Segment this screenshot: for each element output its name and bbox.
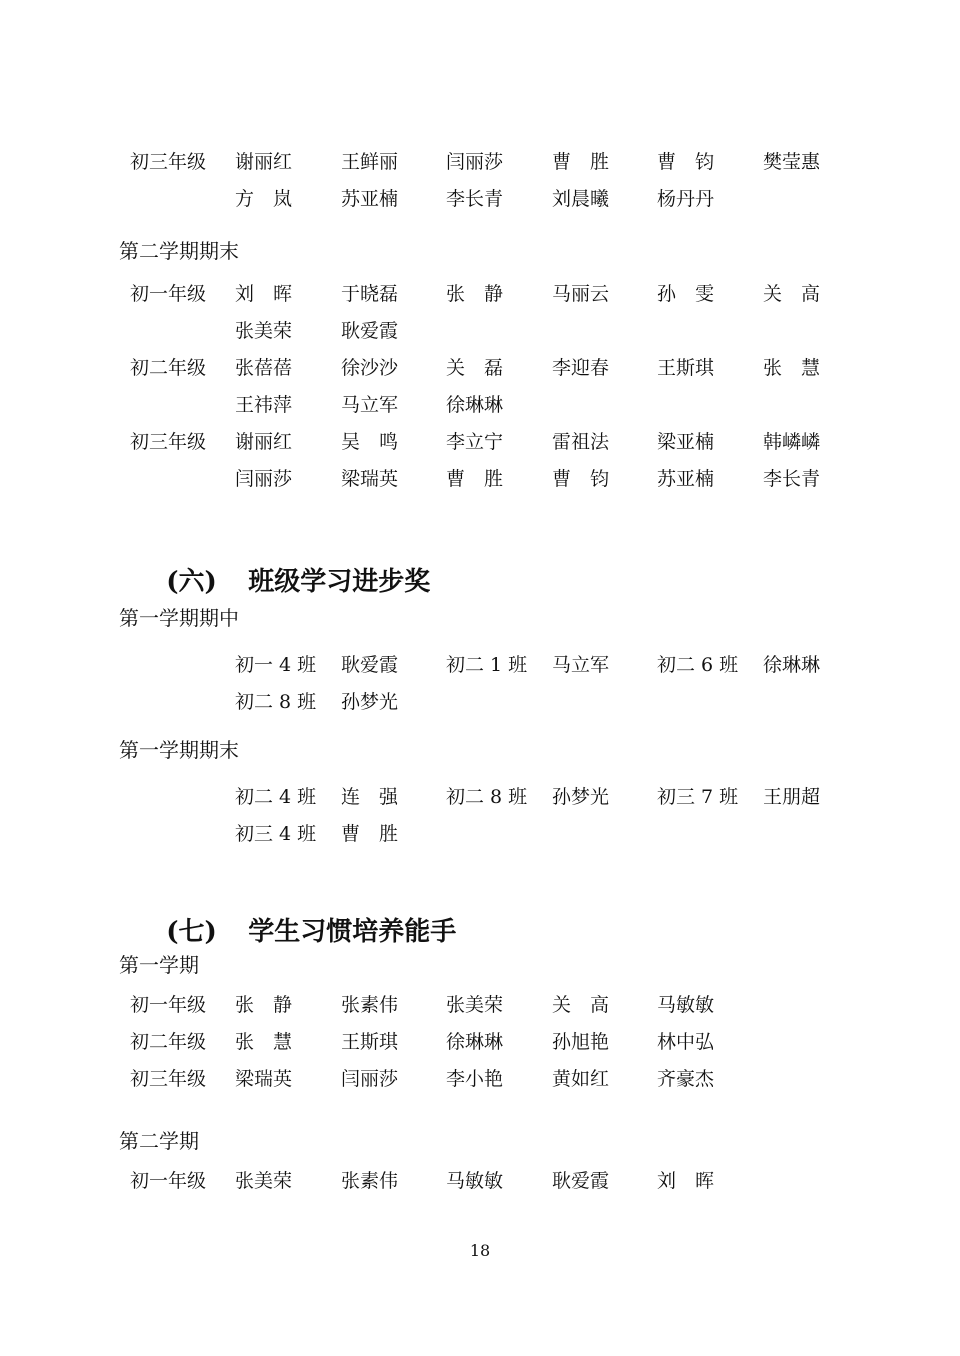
name-cell: 于晓磊 — [341, 283, 399, 305]
name-cell: 张 静 — [446, 283, 504, 305]
name-cell: 曹 胜 — [341, 823, 399, 845]
name-cell: 张 慧 — [235, 1031, 293, 1053]
name-cell: 张美荣 — [235, 320, 293, 342]
name-cell: 徐沙沙 — [341, 357, 399, 379]
name-cell: 闫丽莎 — [341, 1068, 399, 1090]
grade-cell: 初三年级 — [130, 151, 207, 173]
name-cell: 王斯琪 — [657, 357, 715, 379]
name-cell: 苏亚楠 — [657, 468, 715, 490]
grade-cell: 初二年级 — [130, 357, 207, 379]
table-row — [0, 147, 960, 177]
name-cell: 韩嶙嶙 — [763, 431, 821, 453]
class-cell: 初二 1 班 — [446, 654, 528, 676]
section-title-text: 班级学习进步奖 — [248, 567, 431, 597]
name-cell: 苏亚楠 — [341, 188, 399, 210]
table-row — [0, 819, 960, 849]
class-cell: 初三 7 班 — [657, 786, 739, 808]
name-cell: 李长青 — [446, 188, 504, 210]
name-cell: 张 静 — [235, 994, 293, 1016]
table-row — [0, 1064, 960, 1094]
name-cell: 王斯琪 — [341, 1031, 399, 1053]
grade-cell: 初二年级 — [130, 1031, 207, 1053]
table-row — [0, 353, 960, 383]
name-cell: 马敏敏 — [657, 994, 715, 1016]
name-cell: 谢丽红 — [235, 431, 293, 453]
name-cell: 徐琳琳 — [446, 394, 504, 416]
class-cell: 初二 8 班 — [446, 786, 528, 808]
name-cell: 张素伟 — [341, 994, 399, 1016]
name-cell: 孙梦光 — [341, 691, 399, 713]
name-cell: 曹 胜 — [552, 151, 610, 173]
section-number: (七) — [166, 917, 217, 947]
table-row — [0, 1027, 960, 1057]
name-cell: 张素伟 — [341, 1170, 399, 1192]
term-heading: 第二学期 — [119, 1129, 199, 1153]
name-cell: 关 磊 — [446, 357, 504, 379]
table-row — [0, 650, 960, 680]
name-cell: 马立军 — [341, 394, 399, 416]
name-cell: 雷祖法 — [552, 431, 610, 453]
table-row — [0, 316, 960, 346]
table-row — [0, 464, 960, 494]
name-cell: 刘 晖 — [235, 283, 293, 305]
name-cell: 刘 晖 — [657, 1170, 715, 1192]
name-cell: 李长青 — [763, 468, 821, 490]
term-heading: 第一学期期中 — [119, 606, 239, 630]
name-cell: 吴 鸣 — [341, 431, 399, 453]
grade-cell: 初一年级 — [130, 1170, 207, 1192]
name-cell: 李迎春 — [552, 357, 610, 379]
name-cell: 闫丽莎 — [446, 151, 504, 173]
name-cell: 王祎萍 — [235, 394, 293, 416]
name-cell: 闫丽莎 — [235, 468, 293, 490]
name-cell: 方 岚 — [235, 188, 293, 210]
table-row — [0, 427, 960, 457]
name-cell: 马敏敏 — [446, 1170, 504, 1192]
name-cell: 张 慧 — [763, 357, 821, 379]
term-heading: 第一学期 — [119, 953, 199, 977]
name-cell: 樊莹惠 — [763, 151, 821, 173]
table-row — [0, 390, 960, 420]
name-cell: 齐豪杰 — [657, 1068, 715, 1090]
table-row — [0, 1166, 960, 1196]
name-cell: 关 高 — [763, 283, 821, 305]
page-number: 18 — [469, 1241, 491, 1260]
name-cell: 谢丽红 — [235, 151, 293, 173]
name-cell: 马丽云 — [552, 283, 610, 305]
class-cell: 初二 8 班 — [235, 691, 317, 713]
name-cell: 黄如红 — [552, 1068, 610, 1090]
name-cell: 徐琳琳 — [763, 654, 821, 676]
name-cell: 孙梦光 — [552, 786, 610, 808]
name-cell: 关 高 — [552, 994, 610, 1016]
name-cell: 张美荣 — [446, 994, 504, 1016]
term-heading: 第二学期期末 — [119, 239, 239, 263]
section-title-text: 学生习惯培养能手 — [248, 917, 457, 947]
name-cell: 马立军 — [552, 654, 610, 676]
term-heading: 第一学期期末 — [119, 738, 239, 762]
name-cell: 李立宁 — [446, 431, 504, 453]
name-cell: 张美荣 — [235, 1170, 293, 1192]
name-cell: 林中弘 — [657, 1031, 715, 1053]
grade-cell: 初一年级 — [130, 283, 207, 305]
class-cell: 初一 4 班 — [235, 654, 317, 676]
name-cell: 曹 钧 — [552, 468, 610, 490]
name-cell: 梁瑞英 — [235, 1068, 293, 1090]
section-number: (六) — [166, 567, 217, 597]
name-cell: 梁亚楠 — [657, 431, 715, 453]
table-row — [0, 279, 960, 309]
class-cell: 初二 6 班 — [657, 654, 739, 676]
name-cell: 孙旭艳 — [552, 1031, 610, 1053]
grade-cell: 初一年级 — [130, 994, 207, 1016]
table-row — [0, 990, 960, 1020]
name-cell: 耿爱霞 — [341, 320, 399, 342]
name-cell: 王鲜丽 — [341, 151, 399, 173]
name-cell: 梁瑞英 — [341, 468, 399, 490]
table-row — [0, 184, 960, 214]
name-cell: 李小艳 — [446, 1068, 504, 1090]
name-cell: 张蓓蓓 — [235, 357, 293, 379]
name-cell: 曹 钧 — [657, 151, 715, 173]
name-cell: 杨丹丹 — [657, 188, 715, 210]
name-cell: 曹 胜 — [446, 468, 504, 490]
name-cell: 刘晨曦 — [552, 188, 610, 210]
table-row — [0, 687, 960, 717]
name-cell: 连 强 — [341, 786, 399, 808]
grade-cell: 初三年级 — [130, 431, 207, 453]
class-cell: 初二 4 班 — [235, 786, 317, 808]
table-row — [0, 782, 960, 812]
name-cell: 徐琳琳 — [446, 1031, 504, 1053]
grade-cell: 初三年级 — [130, 1068, 207, 1090]
name-cell: 耿爱霞 — [552, 1170, 610, 1192]
name-cell: 耿爱霞 — [341, 654, 399, 676]
name-cell: 孙 雯 — [657, 283, 715, 305]
class-cell: 初三 4 班 — [235, 823, 317, 845]
name-cell: 王朋超 — [763, 786, 821, 808]
